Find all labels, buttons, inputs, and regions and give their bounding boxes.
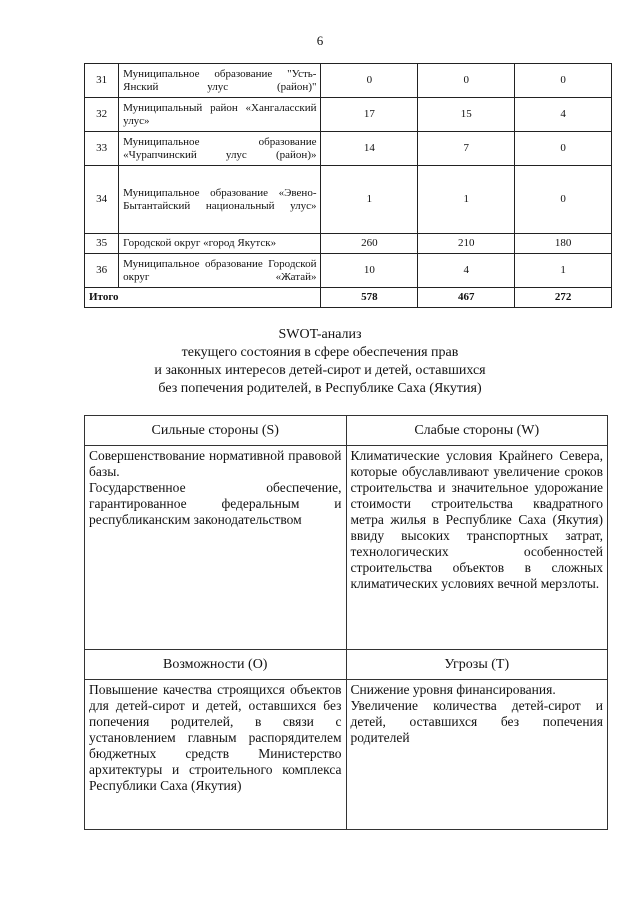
- value-1: 1: [321, 166, 418, 234]
- row-number: 31: [85, 64, 119, 98]
- swot-title-line: без попечения родителей, в Республике Саха (Якутия): [158, 381, 482, 396]
- value-1: 17: [321, 98, 418, 132]
- row-number: 36: [85, 254, 119, 288]
- value-3: 0: [515, 132, 612, 166]
- total-row: [85, 288, 612, 308]
- value-1: 0: [321, 64, 418, 98]
- value-3: 0: [515, 166, 612, 234]
- threats-content: [346, 680, 608, 830]
- opportunities-heading: Возможности (O): [85, 650, 347, 680]
- strengths-paragraph: Совершенствование нормативной правовой базы.: [89, 448, 342, 479]
- total-value-3: 272: [515, 288, 612, 308]
- row-number: 34: [85, 166, 119, 234]
- table-row: [85, 132, 612, 166]
- row-number: 32: [85, 98, 119, 132]
- municipality-name: Муниципальное образование Городской округ «Жатай»: [119, 254, 321, 288]
- weaknesses-heading: Слабые стороны (W): [346, 416, 608, 446]
- municipality-name: Городской округ «город Якутск»: [119, 234, 321, 254]
- table-row: [85, 166, 612, 234]
- swot-title-line: SWOT-анализ: [278, 327, 362, 342]
- row-number: 33: [85, 132, 119, 166]
- municipality-name: Муниципальное образование «Эвено-Бытантайский национальный улус»: [119, 166, 321, 234]
- value-2: 210: [418, 234, 515, 254]
- municipality-name: Муниципальное образование «Чурапчинский улус (район)»: [119, 132, 321, 166]
- page-number: 6: [316, 33, 324, 48]
- value-2: 1: [418, 166, 515, 234]
- value-3: 1: [515, 254, 612, 288]
- value-2: 7: [418, 132, 515, 166]
- value-2: 4: [418, 254, 515, 288]
- value-3: 180: [515, 234, 612, 254]
- total-value-2: 467: [418, 288, 515, 308]
- swot-title-line: и законных интересов детей-сирот и детей, оставшихся: [154, 363, 486, 378]
- table-row: [85, 234, 612, 254]
- value-1: 14: [321, 132, 418, 166]
- value-2: 15: [418, 98, 515, 132]
- opportunities-content: [85, 680, 347, 830]
- swot-title-line: текущего состояния в сфере обеспечения прав: [181, 345, 459, 360]
- weaknesses-content: [346, 446, 608, 650]
- value-1: 10: [321, 254, 418, 288]
- threats-paragraph: Увеличение количества детей-сирот и детей, оставшихся без попечения родителей: [350, 698, 603, 745]
- table-row: [85, 64, 612, 98]
- strengths-heading: Сильные стороны (S): [85, 416, 347, 446]
- value-3: 0: [515, 64, 612, 98]
- total-value-1: 578: [321, 288, 418, 308]
- weaknesses-paragraph: Климатические условия Крайнего Севера, которые обуславливают увеличение сроков строительства и значительное удорожание стоимости строительства квадратного метра жилья в Республике Саха (Якутия) ввиду высоких транспортных затрат, технологических особенностей строительства объектов в сложных климатических условиях вечной мерзлоты.: [350, 448, 603, 591]
- table-row: [85, 254, 612, 288]
- swot-table: [84, 415, 608, 830]
- municipality-stats-table: [84, 63, 612, 308]
- value-3: 4: [515, 98, 612, 132]
- table-row: [85, 98, 612, 132]
- strengths-paragraph: Государственное обеспечение, гарантированное федеральным и республиканским законодательством: [89, 480, 342, 527]
- strengths-content: [85, 446, 347, 650]
- threats-heading: Угрозы (T): [346, 650, 608, 680]
- municipality-name: Муниципальный район «Хангаласский улус»: [119, 98, 321, 132]
- swot-title: [0, 326, 640, 398]
- total-label: Итого: [85, 288, 321, 308]
- threats-paragraph: Снижение уровня финансирования.: [350, 682, 556, 697]
- value-1: 260: [321, 234, 418, 254]
- municipality-name: Муниципальное образование "Усть-Янский улус (район)": [119, 64, 321, 98]
- opportunities-paragraph: Повышение качества строящихся объектов для детей-сирот и детей, оставшихся без попечения родителей, в связи с установлением главным распорядителем бюджетных средств Министерство архитектуры и строительного комплекса Республики Саха (Якутия): [89, 682, 342, 793]
- value-2: 0: [418, 64, 515, 98]
- row-number: 35: [85, 234, 119, 254]
